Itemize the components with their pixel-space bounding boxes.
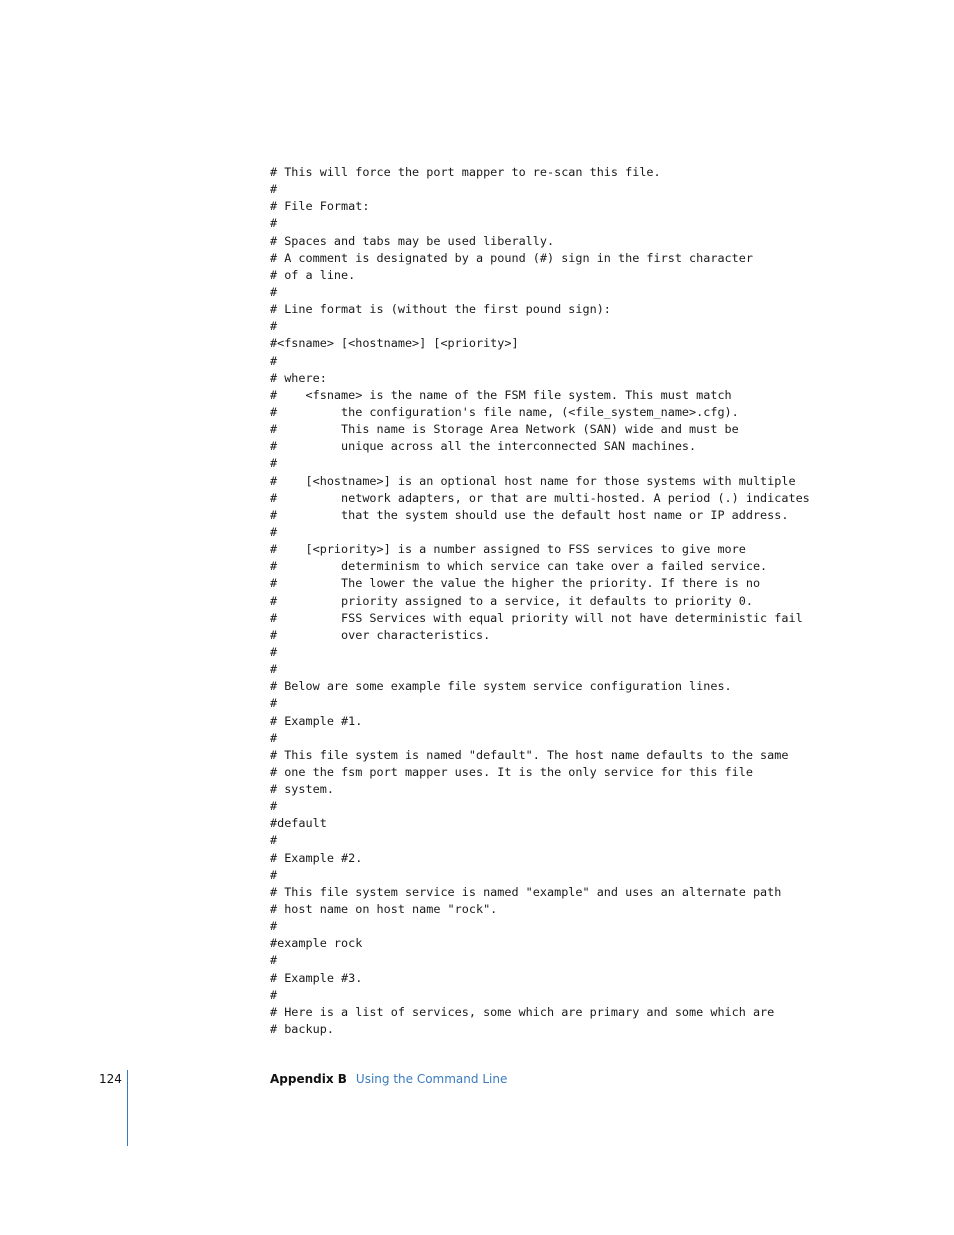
- code-line: # This will force the port mapper to re-scan this file.: [270, 165, 661, 179]
- code-line: #<fsname> [<hostname>] [<priority>]: [270, 336, 519, 351]
- code-line: #example rock: [270, 936, 363, 951]
- code-line: # where:: [270, 370, 327, 385]
- code-line: # This name is Storage Area Network (SAN) wide and must be: [270, 422, 739, 437]
- code-line: #: [270, 696, 278, 711]
- code-line: #default: [270, 816, 327, 831]
- code-line: # Below are some example file system service configuration lines.: [270, 679, 732, 694]
- chapter-title: Using the Command Line: [355, 1072, 508, 1086]
- code-line: # This file system is named "default". The host name defaults to the same: [270, 747, 789, 762]
- code-line: # system.: [270, 782, 334, 797]
- code-line: # File Format:: [270, 199, 370, 214]
- footer-divider: [127, 1070, 128, 1146]
- code-line: # Here is a list of services, some which are primary and some which are: [270, 1004, 775, 1019]
- code-line: # <fsname> is the name of the FSM file system. This must match: [270, 387, 732, 402]
- code-line: #: [270, 730, 278, 745]
- code-line: #: [270, 987, 278, 1002]
- code-line: # the configuration's file name, (<file_system_name>.cfg).: [270, 404, 739, 419]
- code-line: # Spaces and tabs may be used liberally.: [270, 233, 555, 248]
- code-line: # A comment is designated by a pound (#) sign in the first character: [270, 250, 753, 265]
- code-listing: [270, 164, 810, 1038]
- code-line: #: [270, 919, 278, 934]
- appendix-label: Appendix B: [270, 1072, 347, 1086]
- code-line: #: [270, 644, 278, 659]
- code-line: # The lower the value the higher the priority. If there is no: [270, 576, 761, 591]
- code-line: #: [270, 799, 278, 814]
- code-line: # that the system should use the default host name or IP address.: [270, 507, 789, 522]
- code-line: # host name on host name "rock".: [270, 902, 498, 917]
- code-line: #: [270, 867, 278, 882]
- code-line: # over characteristics.: [270, 627, 491, 642]
- code-line: # This file system service is named "example" and uses an alternate path: [270, 884, 782, 899]
- code-line: #: [270, 182, 278, 197]
- page-number: 124: [99, 1072, 122, 1086]
- code-line: #: [270, 216, 278, 231]
- code-line: #: [270, 953, 278, 968]
- code-line: # determinism to which service can take over a failed service.: [270, 559, 768, 574]
- code-line: # Example #1.: [270, 713, 363, 728]
- code-line: # unique across all the interconnected SAN machines.: [270, 439, 697, 454]
- code-line: # backup.: [270, 1022, 334, 1037]
- code-line: # FSS Services with equal priority will not have deterministic fail: [270, 610, 803, 625]
- code-line: #: [270, 662, 278, 677]
- code-line: #: [270, 284, 278, 299]
- code-line: #: [270, 524, 278, 539]
- code-line: #: [270, 319, 278, 334]
- code-line: # [<priority>] is a number assigned to FSS services to give more: [270, 542, 746, 557]
- code-line: # one the fsm port mapper uses. It is the only service for this file: [270, 764, 753, 779]
- code-line: # network adapters, or that are multi-hosted. A period (.) indicates: [270, 490, 810, 505]
- code-line: # priority assigned to a service, it defaults to priority 0.: [270, 593, 753, 608]
- code-line: # of a line.: [270, 267, 356, 282]
- code-line: # Line format is (without the first pound sign):: [270, 302, 611, 317]
- code-line: #: [270, 833, 278, 848]
- code-line: # Example #3.: [270, 970, 363, 985]
- code-line: #: [270, 353, 278, 368]
- running-footer: [270, 1072, 507, 1086]
- code-line: # Example #2.: [270, 850, 363, 865]
- code-line: #: [270, 456, 278, 471]
- code-line: # [<hostname>] is an optional host name for those systems with multiple: [270, 473, 796, 488]
